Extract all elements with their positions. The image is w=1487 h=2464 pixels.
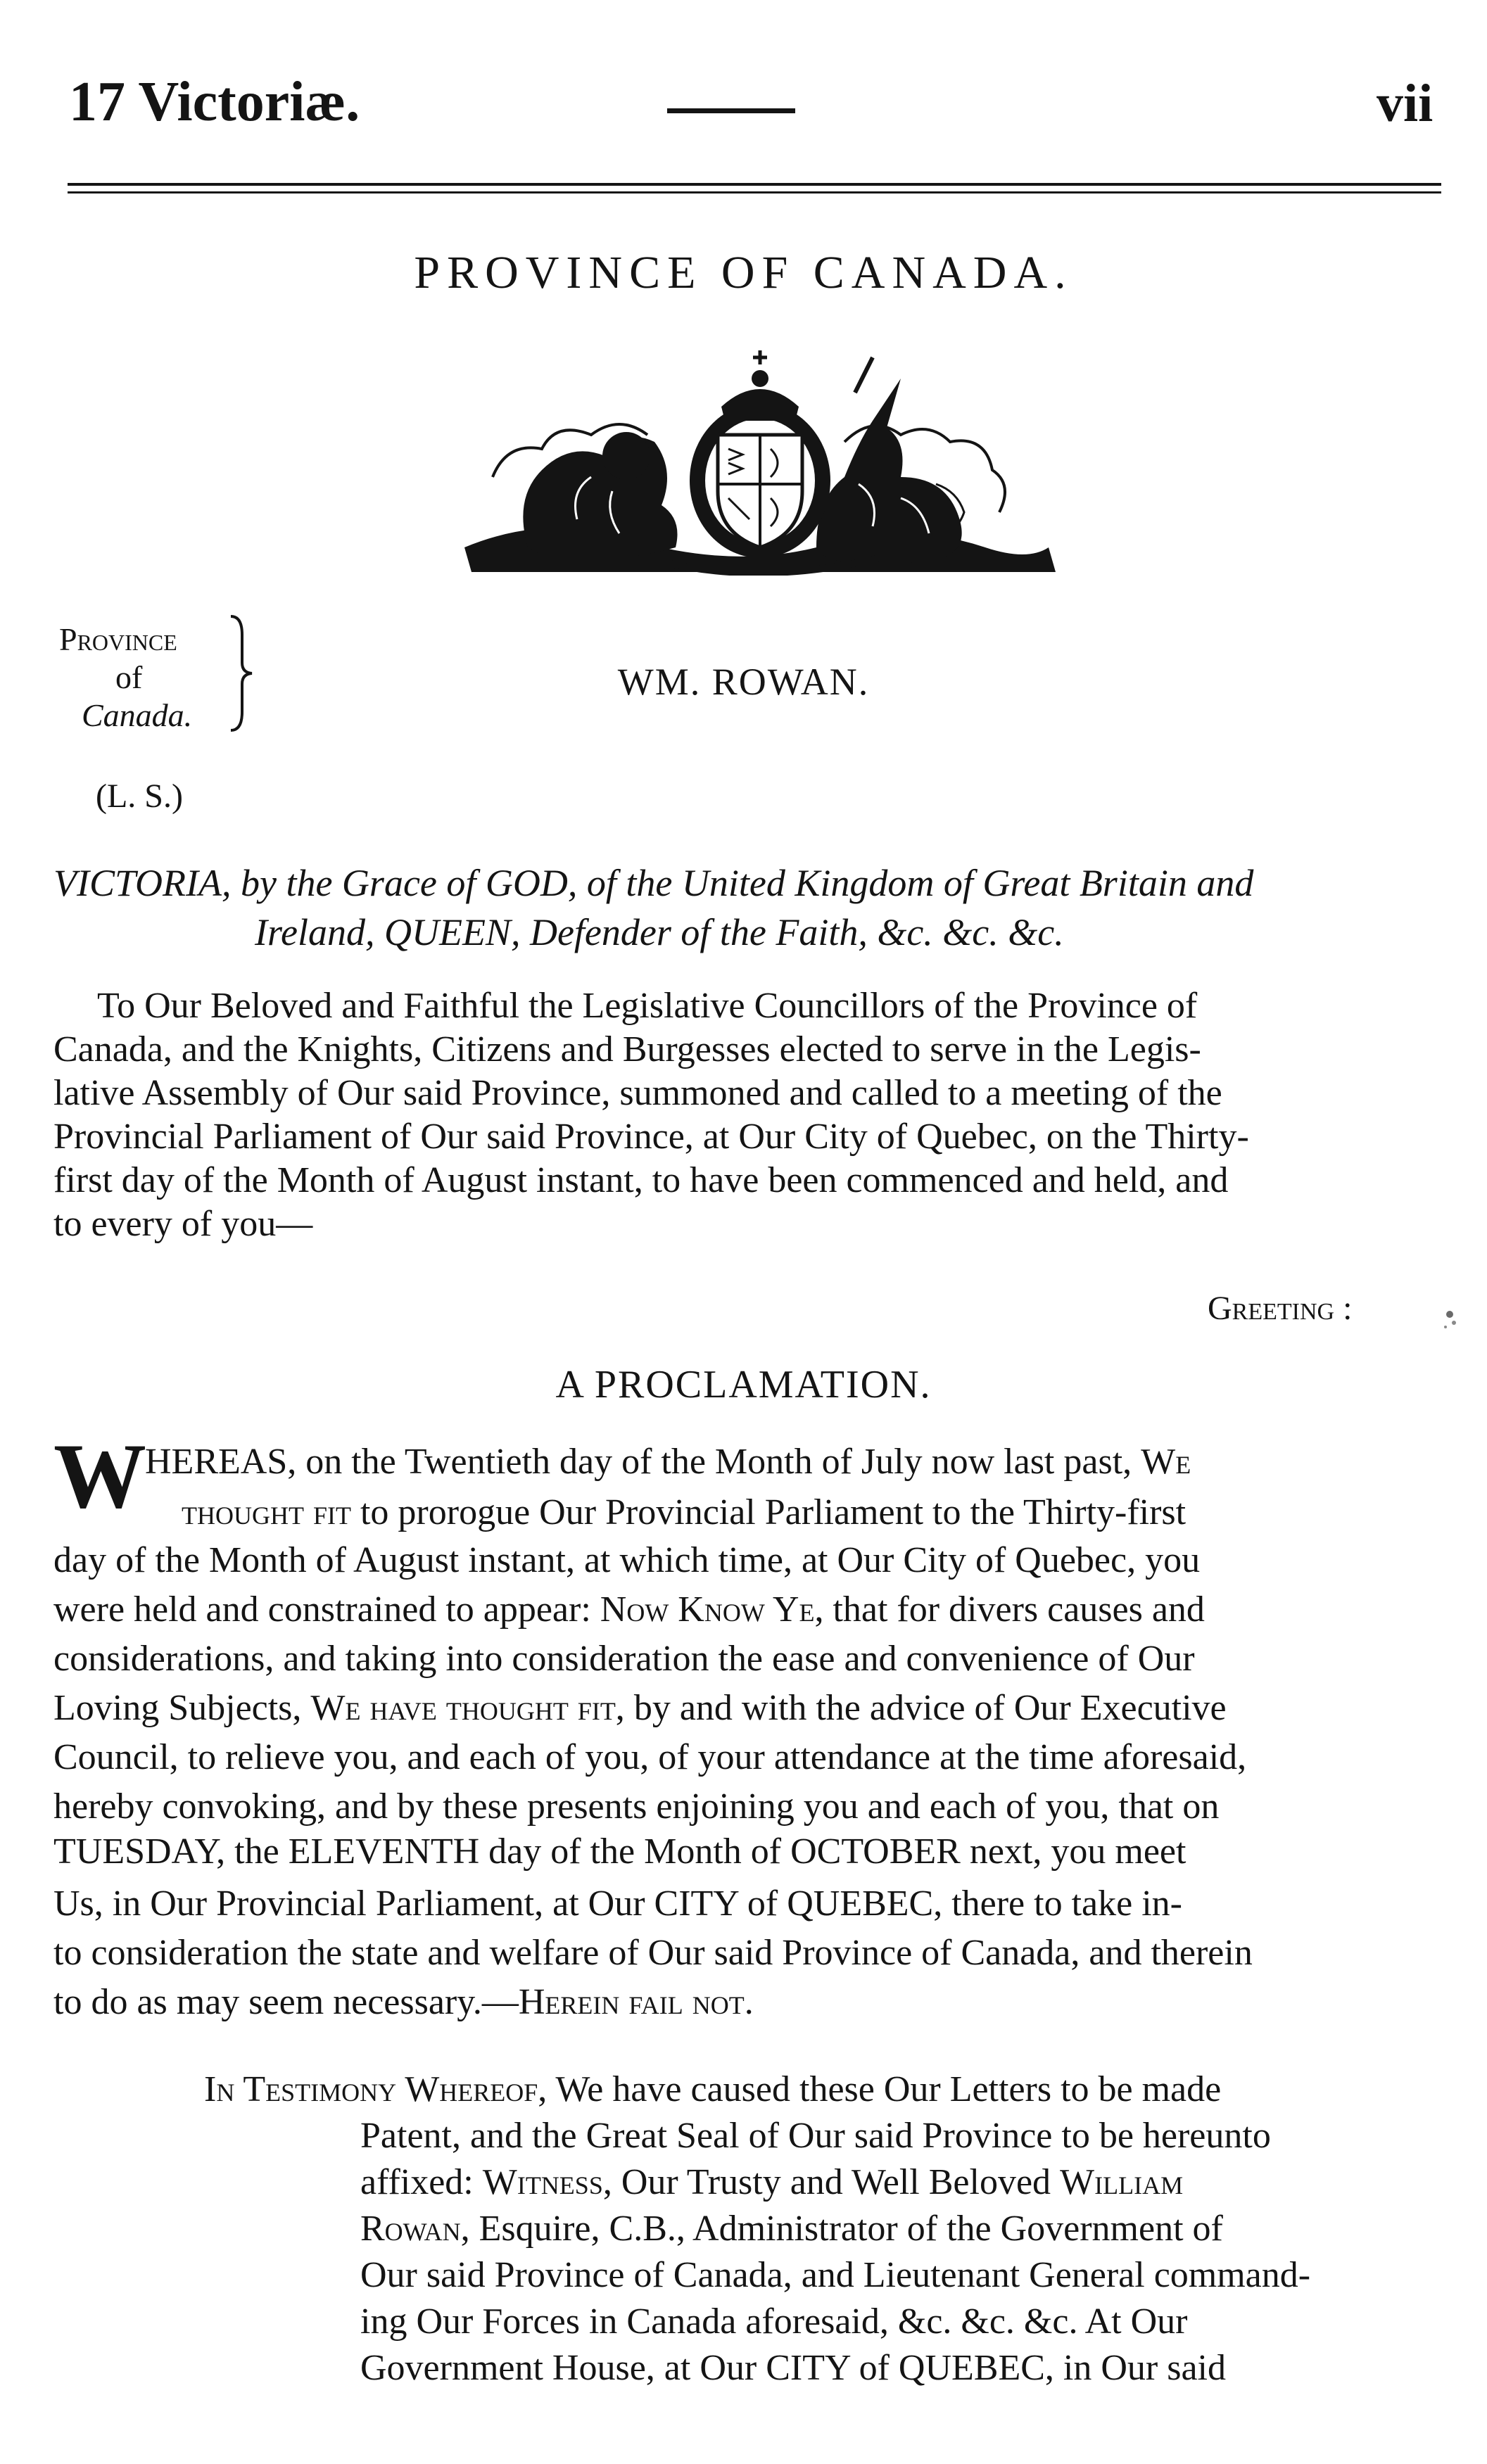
proclamation-emphasis: We have thought fit, bbox=[310, 1688, 625, 1728]
testimony-line: Government House, at Our CITY of QUEBEC, in Our said bbox=[360, 2348, 1226, 2388]
royal-coat-of-arms-icon bbox=[450, 336, 1070, 576]
testimony-line: Our said Province of Canada, and Lieutenant General command- bbox=[360, 2255, 1311, 2295]
ink-blot bbox=[1436, 1302, 1464, 1344]
proclamation-emphasis: thought fit bbox=[182, 1492, 351, 1532]
side-note-of: of bbox=[115, 659, 143, 695]
proclamation-line bbox=[182, 1494, 1186, 1531]
proclamation-line bbox=[53, 1589, 1205, 1630]
proclamation-line: Us, in Our Provincial Parliament, at Our CITY of QUEBEC, there to take in- bbox=[53, 1884, 1182, 1924]
testimony-text: affixed: bbox=[360, 2162, 483, 2202]
proclamation-line bbox=[53, 1984, 754, 2021]
header-double-rule-bottom bbox=[68, 191, 1441, 193]
proclamation-text: HEREAS, on the Twentieth day of the Month of July now last past, bbox=[145, 1442, 1141, 1482]
address-line: Canada, and the Knights, Citizens and Burgesses elected to serve in the Legis- bbox=[53, 1029, 1201, 1069]
proclamation-text: that for divers causes and bbox=[823, 1589, 1205, 1630]
testimony-line bbox=[360, 2211, 1223, 2247]
header-page-number: vii bbox=[1377, 74, 1434, 133]
signatory-name: WM. ROWAN. bbox=[617, 661, 870, 703]
royal-style-line-1: VICTORIA, by the Grace of GOD, of the United Kingdom of Great Britain and bbox=[53, 862, 1254, 904]
proclamation-emphasis: We bbox=[1141, 1442, 1191, 1482]
royal-style-line-2: Ireland, QUEEN, Defender of the Faith, &c. &c. &c. bbox=[255, 911, 1064, 953]
testimony-text: Esquire, C.B., Administrator of the Government of bbox=[469, 2209, 1223, 2249]
proclamation-emphasis: Herein fail not. bbox=[518, 1982, 754, 2022]
proclamation-text: to do as may seem necessary.— bbox=[53, 1982, 519, 2022]
proclamation-text: Loving Subjects, bbox=[53, 1688, 311, 1728]
proclamation-line: TUESDAY, the ELEVENTH day of the Month of OCTOBER next, you meet bbox=[53, 1831, 1187, 1872]
testimony-line bbox=[204, 2071, 1221, 2108]
side-note-province: Province bbox=[59, 621, 177, 657]
proclamation-line: day of the Month of August instant, at which time, at Our City of Quebec, you bbox=[53, 1540, 1201, 1580]
seal-mark: (L. S.) bbox=[96, 777, 183, 815]
proclamation-text: by and with the advice of Our Executive bbox=[624, 1688, 1227, 1728]
header-regnal-year: 17 Victoriæ. bbox=[69, 71, 360, 133]
proclamation-line bbox=[53, 1690, 1227, 1727]
proclamation-line bbox=[145, 1444, 1191, 1480]
proclamation-text: to prorogue Our Provincial Parliament to the Thirty-first bbox=[350, 1492, 1187, 1532]
greeting: Greeting : bbox=[1208, 1290, 1353, 1327]
address-line: Provincial Parliament of Our said Province, at Our City of Quebec, on the Thirty- bbox=[53, 1117, 1249, 1157]
testimony-line: Patent, and the Great Seal of Our said Province to be hereunto bbox=[360, 2116, 1271, 2156]
proclamation-line: to consideration the state and welfare of Our said Province of Canada, and therein bbox=[53, 1933, 1253, 1973]
drop-cap: W bbox=[53, 1424, 146, 1528]
testimony-emphasis: Rowan, bbox=[360, 2209, 470, 2249]
header-double-rule-top bbox=[68, 183, 1441, 186]
proclamation-line: Council, to relieve you, and each of you, of your attendance at the time aforesaid, bbox=[53, 1737, 1247, 1777]
testimony-line bbox=[360, 2164, 1183, 2201]
proclamation-emphasis: Now Know Ye, bbox=[600, 1589, 824, 1630]
proclamation-title: A PROCLAMATION. bbox=[555, 1363, 932, 1406]
testimony-emphasis: In Testimony Whereof, bbox=[204, 2069, 548, 2109]
proclamation-text: were held and constrained to appear: bbox=[53, 1589, 600, 1630]
address-line: first day of the Month of August instant, to have been commenced and held, and bbox=[53, 1160, 1229, 1200]
testimony-line: ing Our Forces in Canada aforesaid, &c. &c. &c. At Our bbox=[360, 2301, 1188, 2342]
page-title: PROVINCE OF CANADA. bbox=[414, 247, 1073, 298]
testimony-emphasis: Witness, bbox=[482, 2162, 612, 2202]
header-dash-rule bbox=[667, 108, 795, 113]
proclamation-line: considerations, and taking into consideration the ease and convenience of Our bbox=[53, 1639, 1195, 1679]
testimony-emphasis: William bbox=[1060, 2162, 1184, 2202]
proclamation-line: hereby convoking, and by these presents enjoining you and each of you, that on bbox=[53, 1786, 1220, 1827]
address-line: To Our Beloved and Faithful the Legislative Councillors of the Province of bbox=[97, 986, 1198, 1026]
address-line: to every of you— bbox=[53, 1204, 313, 1244]
side-note-canada: Canada. bbox=[82, 697, 193, 733]
address-line: lative Assembly of Our said Province, summoned and called to a meeting of the bbox=[53, 1073, 1222, 1113]
testimony-text: We have caused these Our Letters to be made bbox=[547, 2069, 1222, 2109]
testimony-text: Our Trusty and Well Beloved bbox=[612, 2162, 1061, 2202]
